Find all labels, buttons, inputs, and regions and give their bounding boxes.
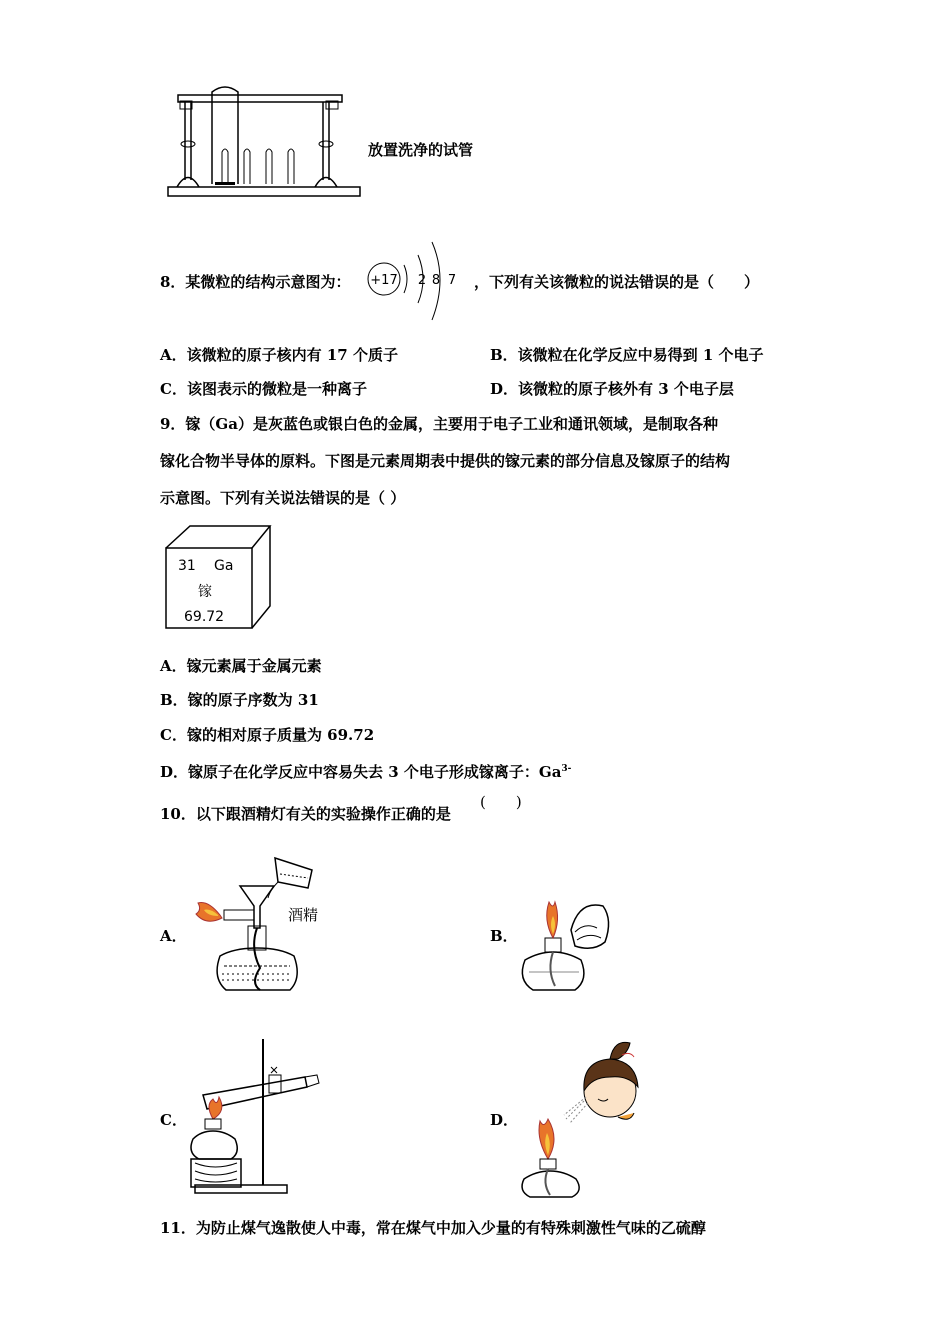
element-mass: 69.72 [184, 609, 225, 625]
figure-d-blowing-lamp [518, 1035, 648, 1200]
test-tube-rack-figure [160, 80, 370, 205]
q9-stem-line2: 镓化合物半导体的原料。下图是元素周期表中提供的镓元素的部分信息及镓原子的结构 [160, 452, 731, 470]
q9-option-b: B．镓的原子序数为 31 [160, 691, 319, 709]
q10-paren: ( ) [480, 793, 522, 811]
shell-2-count: 8 [431, 273, 441, 288]
q10-option-d-label: D． [490, 1111, 519, 1129]
shell-3-count: 7 [447, 273, 457, 288]
atomic-structure-diagram [364, 232, 474, 328]
q9-option-d [160, 759, 571, 782]
figure-b-lighting-lamp [515, 880, 625, 1000]
q10-option-a-label: A． [160, 927, 187, 945]
shell-1-count: 2 [417, 273, 427, 288]
figure-c-heating-tube [185, 1035, 325, 1200]
element-symbol: Ga [214, 558, 234, 574]
gallium-element-card [160, 520, 280, 635]
q9-option-a: A．镓元素属于金属元素 [160, 657, 322, 675]
q8-option-c: C．该图表示的微粒是一种离子 [160, 380, 367, 398]
q9-stem-line3: 示意图。下列有关说法错误的是（ ） [160, 489, 406, 507]
q9-option-d-text: D．镓原子在化学反应中容易失去 3 个电子形成镓离子：Ga [160, 763, 562, 781]
q11-stem: 11．为防止煤气逸散使人中毒，常在煤气中加入少量的有特殊刺激性气味的乙硫醇 [160, 1219, 706, 1237]
q9-option-d-charge: 3- [561, 764, 572, 774]
figure-a-label: 酒精 [288, 906, 319, 924]
q8-stem [160, 272, 350, 292]
element-number: 31 [178, 558, 196, 574]
q10-stem: 10．以下跟酒精灯有关的实验操作正确的是 [160, 805, 451, 823]
q8-option-a: A．该微粒的原子核内有 17 个质子 [160, 346, 398, 364]
q8-stem-before: 8．某微粒的结构示意图为： [160, 273, 351, 291]
nucleus-charge: +17 [370, 273, 398, 288]
figure-a-filling-lamp [190, 848, 340, 998]
q8-option-d: D．该微粒的原子核外有 3 个电子层 [490, 380, 734, 398]
q8-stem-after: ，下列有关该微粒的说法错误的是（ ） [474, 273, 760, 291]
element-name: 镓 [198, 584, 212, 600]
q10-option-c-label: C． [160, 1111, 187, 1129]
q9-option-c: C．镓的相对原子质量为 69.72 [160, 726, 375, 744]
q9-stem-line1: 9．镓（Ga）是灰蓝色或银白色的金属，主要用于电子工业和通讯领域，是制取各种 [160, 415, 718, 433]
rack-caption: 放置洗净的试管 [368, 141, 474, 159]
q10-option-b-label: B． [490, 927, 518, 945]
q8-option-b: B．该微粒在化学反应中易得到 1 个电子 [490, 346, 764, 364]
